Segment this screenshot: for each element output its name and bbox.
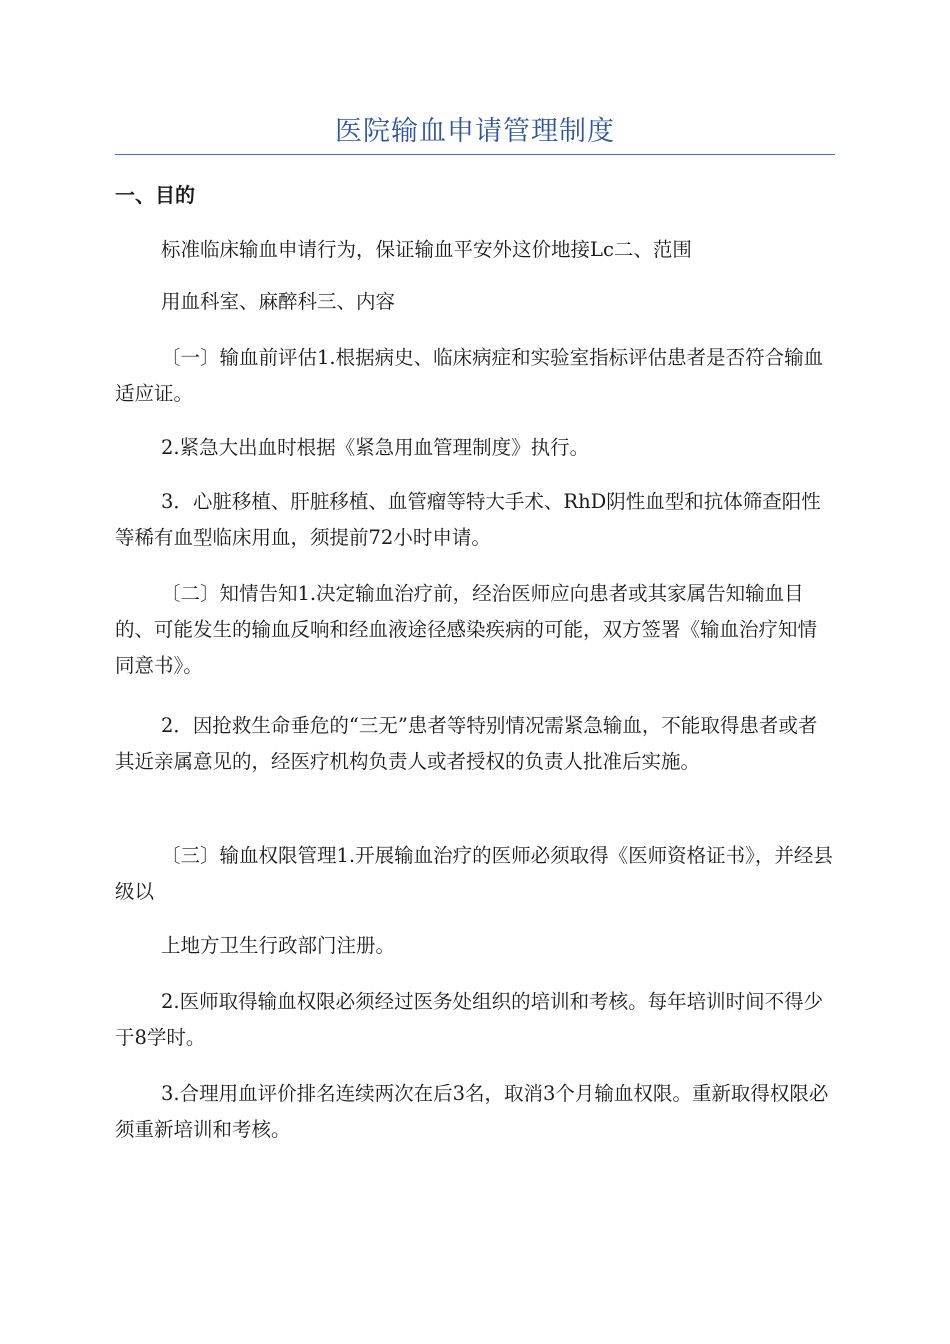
paragraph: 标准临床输血申请行为，保证输血平安外这价地接Lc二、范围: [161, 238, 692, 261]
paragraph: 3．心脏移植、肝脏移植、血管瘤等特大手术、RhD阴性血型和抗体筛查阳性等稀有血型临床用血，须提前72小时申请。: [115, 490, 821, 549]
paragraph: 用血科室、麻醉科三、内容: [161, 290, 396, 313]
paragraph: 2．因抢救生命垂危的“三无”患者等特别情况需紧急输血，不能取得患者或者其近亲属意见的，经医疗机构负责人或者授权的负责人批准后实施。: [115, 714, 818, 773]
paragraph: 2.医师取得输血权限必须经过医务处组织的培训和考核。每年培训时间不得少于8学时。: [115, 990, 824, 1049]
paragraph: 2.紧急大出血时根据《紧急用血管理制度》执行。: [161, 436, 590, 459]
paragraph: 〔二〕知情告知1.决定输血治疗前，经治医师应向患者或其家属告知输血目的、可能发生的输血反响和经血液途径感染疾病的可能，双方签署《输血治疗知情同意书》。: [115, 582, 818, 677]
document-title: 医院输血申请管理制度: [335, 116, 615, 147]
paragraph: 〔一〕输血前评估1.根据病史、临床病症和实验室指标评估患者是否符合输血适应证。: [115, 346, 824, 405]
paragraph: 〔三〕输血权限管理1.开展输血治疗的医师必须取得《医师资格证书》，并经县级以: [115, 844, 833, 903]
paragraph: 3.合理用血评价排名连续两次在后3名，取消3个月输血权限。重新取得权限必须重新培训和考核。: [115, 1082, 829, 1141]
section-heading-purpose: 一、目的: [115, 183, 195, 207]
paragraph: 上地方卫生行政部门注册。: [161, 934, 396, 957]
title-divider: [115, 154, 835, 155]
